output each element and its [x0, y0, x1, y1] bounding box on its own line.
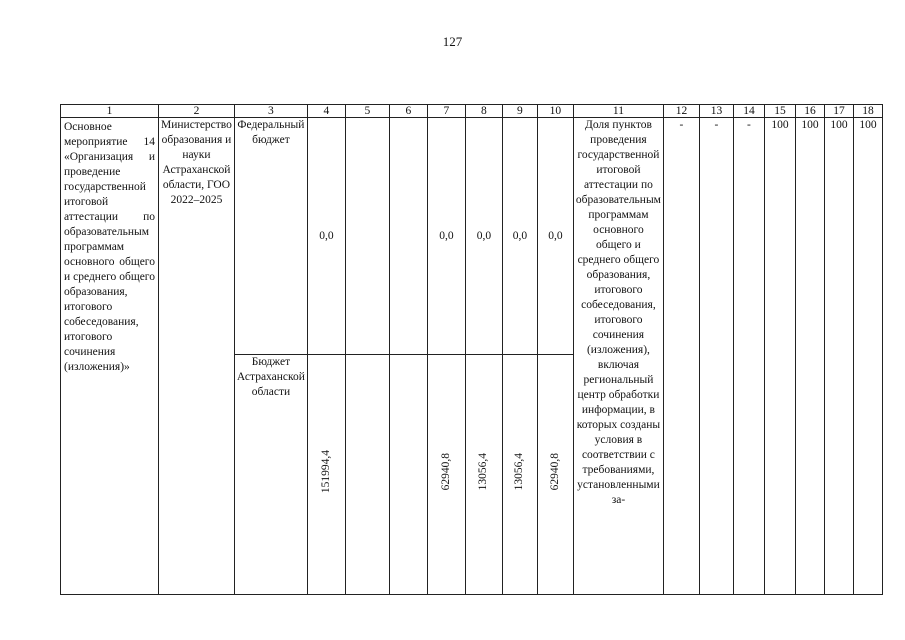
col15-value: 100 — [764, 118, 795, 595]
header-cell-15: 15 — [764, 105, 795, 118]
federal-col10-value: 0,0 — [537, 118, 573, 355]
regional-col7-value: 62940,8 — [439, 453, 452, 491]
header-cell-7: 7 — [427, 105, 465, 118]
federal-col5-value — [345, 118, 389, 355]
indicator-cell: Доля пунктов проведения государственной итоговой аттестации по образовательным программам основного общего и среднего общего образования, итогового собеседования, итогового сочинения (изложения), включая региональный центр обработки информации, в которых созданы условия в соответствии с требованиями, установленными за- — [573, 118, 663, 595]
federal-col7-value: 0,0 — [427, 118, 465, 355]
regional-col9-value: 13056,4 — [513, 453, 526, 491]
header-cell-16: 16 — [795, 105, 824, 118]
header-cell-12: 12 — [663, 105, 699, 118]
regional-source-cell: Бюджет Астраханской области — [234, 355, 307, 595]
header-cell-10: 10 — [537, 105, 573, 118]
header-cell-2: 2 — [159, 105, 235, 118]
regional-col4-cell — [307, 355, 345, 595]
header-cell-13: 13 — [699, 105, 733, 118]
header-cell-9: 9 — [502, 105, 537, 118]
header-cell-6: 6 — [389, 105, 427, 118]
header-cell-14: 14 — [733, 105, 764, 118]
federal-col8-value: 0,0 — [465, 118, 502, 355]
header-cell-8: 8 — [465, 105, 502, 118]
federal-col9-value: 0,0 — [502, 118, 537, 355]
regional-col6-cell — [389, 355, 427, 595]
regional-col7-cell — [427, 355, 465, 595]
regional-col8-value: 13056,4 — [477, 453, 490, 491]
header-cell-17: 17 — [824, 105, 853, 118]
col16-value: 100 — [795, 118, 824, 595]
federal-source-cell: Федеральный бюджет — [234, 118, 307, 355]
header-cell-4: 4 — [307, 105, 345, 118]
regional-col8-cell — [465, 355, 502, 595]
regional-col10-value: 62940,8 — [548, 453, 561, 491]
activity-name-cell: Основное мероприятие 14 «Организация и проведение государственной итоговой аттестации по образовательным программам основного общего и среднего общего образования, итогового собеседования, итогового сочинения (изложения)» — [61, 118, 159, 595]
regional-col9-cell — [502, 355, 537, 595]
header-cell-11: 11 — [573, 105, 663, 118]
col14-value: - — [733, 118, 764, 595]
header-cell-18: 18 — [853, 105, 882, 118]
federal-budget-row — [61, 118, 883, 355]
federal-col4-value: 0,0 — [307, 118, 345, 355]
col18-value: 100 — [853, 118, 882, 595]
header-cell-3: 3 — [234, 105, 307, 118]
header-row — [61, 105, 883, 118]
page-number: 127 — [442, 34, 463, 49]
regional-col10-cell — [537, 355, 573, 595]
executor-cell: Министерство образования и науки Астраханской области, ГОО 2022–2025 — [159, 118, 235, 595]
header-cell-1: 1 — [61, 105, 159, 118]
federal-col6-value — [389, 118, 427, 355]
col12-value: - — [663, 118, 699, 595]
col17-value: 100 — [824, 118, 853, 595]
budget-table — [60, 104, 883, 595]
regional-col4-value: 151994,4 — [319, 450, 332, 494]
header-cell-5: 5 — [345, 105, 389, 118]
col13-value: - — [699, 118, 733, 595]
regional-col5-cell — [345, 355, 389, 595]
